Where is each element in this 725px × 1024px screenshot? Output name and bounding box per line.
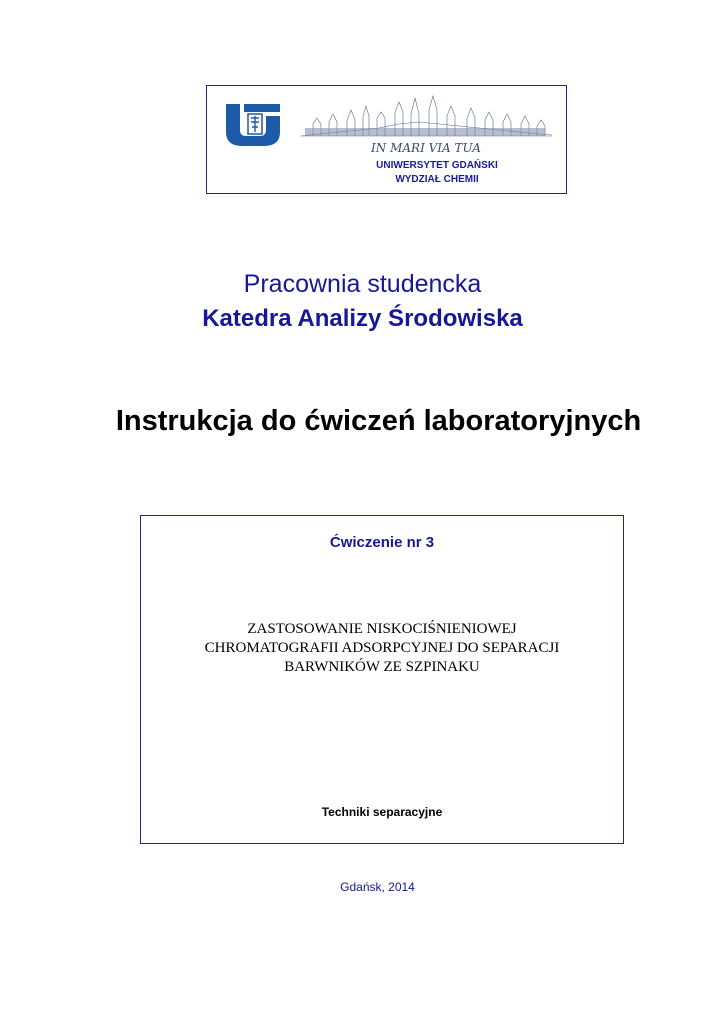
place-date: Gdańsk, 2014 — [340, 880, 415, 894]
exercise-box — [140, 515, 624, 844]
subject-name: Techniki separacyjne — [321, 805, 443, 819]
gdansk-skyline-icon — [299, 94, 554, 156]
university-name: UNIWERSYTET GDAŃSKI — [376, 160, 498, 171]
lab-title: Pracownia studencka — [243, 270, 482, 298]
exercise-title — [141, 620, 623, 677]
document-title: Instrukcja do ćwiczeń laboratoryjnych — [115, 405, 642, 437]
exercise-title-line: BARWNIKÓW ZE SZPINAKU — [284, 659, 480, 675]
exercise-number: Ćwiczenie nr 3 — [329, 534, 435, 551]
exercise-title-line: CHROMATOGRAFII ADSORPCYJNEJ DO SEPARACJI — [204, 640, 560, 656]
faculty-name: WYDZIAŁ CHEMII — [395, 174, 479, 185]
university-logo-icon — [222, 100, 284, 150]
motto-text: IN MARI VIA TUA — [371, 141, 481, 155]
department-title: Katedra Analizy Środowiska — [202, 305, 523, 332]
exercise-title-line: ZASTOSOWANIE NISKOCIŚNIENIOWEJ — [247, 621, 517, 637]
header-box — [206, 85, 567, 194]
